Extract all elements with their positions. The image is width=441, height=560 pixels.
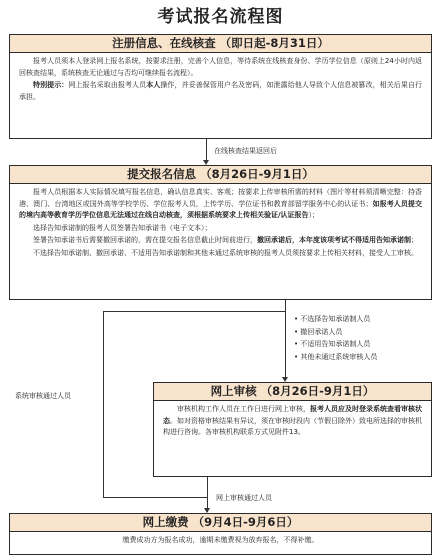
branch-item: • 撤回承诺人员	[294, 327, 343, 336]
online-review-text-bold: 报考人员应及时登录系统查看审核状态	[163, 405, 422, 425]
edge-label-verify-return: 在线核查结果返回后	[214, 147, 277, 155]
label-system-pass: 系统审核通过人员	[15, 392, 71, 400]
submit-info-withdraw-end: ；	[411, 236, 418, 244]
step-submit-info-body	[10, 184, 431, 262]
step-register-verify-text: 报考人员须本人登录网上报名系统，按要求注册，完善个人信息，等待系统在线核查身份、学历学位信息（原则上24小时内返回核查结果，系统核查无论通过与否均可继续报名流程）。	[19, 57, 422, 77]
online-review-text-a: 审核机构工作人员在工作日进行网上审核，	[177, 405, 310, 413]
connector-step3-step4	[207, 477, 208, 512]
submit-info-manual: 不选择告知承诺制、撤回承诺、不适用告知承诺制和其他未通过系统审核的报考人员须按要求上传相关材料，接受人工审核。	[33, 248, 418, 257]
notice-label: 特别提示：	[33, 81, 69, 89]
step-online-review-header: 网上审核 （8月26日-9月1日）	[154, 383, 431, 401]
connector-left-branch	[103, 311, 104, 497]
step-online-payment-body	[10, 532, 431, 549]
step-online-payment-header: 网上缴费 （9月4日-9月6日）	[10, 514, 431, 532]
submit-info-commitment: 选择告知承诺制的报考人员签署告知承诺书（电子文本）；	[33, 223, 212, 232]
page-title: 考试报名流程图	[157, 7, 284, 27]
step-online-review	[153, 382, 432, 477]
step-register-verify-body	[10, 53, 431, 106]
submit-info-withdraw-bold: 撤回承诺后，本年度该项考试不得适用告知承诺制	[257, 236, 411, 244]
online-review-text-b: 。如对资格审核结果有异议，须在审核时段内（节假日除外）致电所选择的审核机构进行咨询。各审核机构联系方式见附件13。	[163, 416, 422, 436]
branch-item: • 不适用告知承诺制人员	[294, 340, 371, 348]
online-payment-text: 缴费成功方为报名成功，逾期未缴费视为放弃报名，不得补缴。	[122, 536, 319, 544]
step-online-payment	[9, 513, 432, 555]
connector-step1-step2	[206, 139, 207, 161]
step-submit-info-header: 提交报名信息 （8月26日-9月1日）	[10, 166, 431, 184]
step-register-verify-notice	[19, 80, 422, 103]
submit-info-materials-end: ）；	[308, 211, 320, 219]
step-register-verify	[9, 34, 432, 139]
step-online-review-body	[154, 401, 431, 442]
online-review-text	[163, 404, 422, 439]
branch-item: • 不选择告知承诺制人员	[294, 315, 371, 323]
notice-bold-self: 本人	[146, 81, 161, 89]
submit-info-withdraw-a: 签署告知承诺书后需要撤回承诺的，需在提交报名信息截止时间前进行，	[33, 236, 257, 244]
connector-manual-branch	[285, 300, 286, 380]
submit-info-materials-bold: 如报考人员提交的境内高等教育学历学位信息无法通过在线自动核查，须根据系统要求上传相关验证/认证报告	[19, 199, 422, 219]
branch-list	[294, 313, 377, 363]
submit-info-withdraw	[19, 235, 422, 247]
submit-info-materials	[19, 187, 422, 222]
notice-text-a: 网上报名采取由报考人员	[68, 81, 147, 89]
connector-left-branch-top	[103, 311, 285, 312]
branch-item: • 其他未通过系统审核人员	[294, 352, 378, 361]
label-online-pass: 网上审核通过人员	[216, 494, 272, 502]
connector-left-branch-bottom	[103, 497, 207, 498]
submit-info-materials-a: 报考人员根据本人实际情况填写报名信息，确认信息真实、客观；按要求上传审核所需的材料（图片等材料须清晰完整：持香港、澳门、台湾地区或国外高等学校学历、学位报考人员，上传学历、学位证书和教育部留学服务中心的认证书；	[19, 188, 422, 208]
step-register-verify-header: 注册信息、在线核查 （即日起-8月31日）	[10, 35, 431, 53]
step-submit-info	[9, 165, 432, 300]
notice-text-b: 操作，并妥善保管用户名及密码，如泄露给他人导致个人信息被篡改，相关后果自行承担。	[19, 81, 423, 101]
